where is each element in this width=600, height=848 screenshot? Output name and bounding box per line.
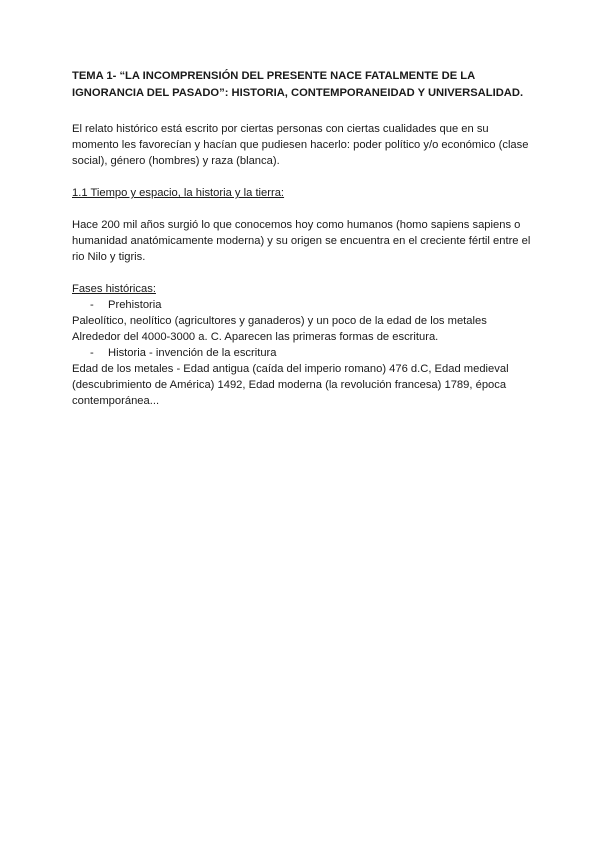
title-line: IGNORANCIA DEL PASADO”: HISTORIA, CONTEMPORANEIDAD Y UNIVERSALIDAD. <box>72 87 524 99</box>
text-line: humanidad anatómicamente moderna) y su origen se encuentra en el creciente fértil entre el <box>72 235 531 247</box>
text-line: momento les favorecían y hacían que pudiesen hacerlo: poder político y/o económico (clase <box>72 139 529 151</box>
text-line: Hace 200 mil años surgió lo que conocemos hoy como humanos (homo sapiens sapiens o <box>72 219 521 231</box>
text-line: Edad de los metales - Edad antigua (caída del imperio romano) 476 d.C, Edad medieval <box>72 363 509 375</box>
intro-paragraph <box>72 121 532 169</box>
text-line: Paleolítico, neolítico (agricultores y ganaderos) y un poco de la edad de los metales <box>72 315 487 327</box>
phase-label: Historia - invención de la escritura <box>108 347 277 359</box>
document-body <box>72 68 532 409</box>
bullet-dash: - <box>90 299 94 311</box>
document-title <box>72 68 532 102</box>
text-line: social), género (hombres) y raza (blanca). <box>72 155 280 167</box>
section-heading: 1.1 Tiempo y espacio, la historia y la tierra: <box>72 187 285 199</box>
text-line: Alrededor del 4000-3000 a. C. Aparecen las primeras formas de escritura. <box>72 331 439 343</box>
text-line: (descubrimiento de América) 1492, Edad moderna (la revolución francesa) 1789, época <box>72 379 507 391</box>
list-item <box>72 297 532 313</box>
title-line: TEMA 1- “LA INCOMPRENSIÓN DEL PRESENTE NACE FATALMENTE DE LA <box>72 70 476 82</box>
text-line: contemporánea... <box>72 395 160 407</box>
bullet-dash: - <box>90 347 94 359</box>
phase-label: Prehistoria <box>108 299 162 311</box>
text-line: El relato histórico está escrito por ciertas personas con ciertas cualidades que en su <box>72 123 489 135</box>
phase-list <box>72 297 532 409</box>
phases-heading: Fases históricas: <box>72 283 156 295</box>
text-line: rio Nilo y tigris. <box>72 251 146 263</box>
list-item <box>72 345 532 361</box>
origin-paragraph <box>72 217 532 265</box>
